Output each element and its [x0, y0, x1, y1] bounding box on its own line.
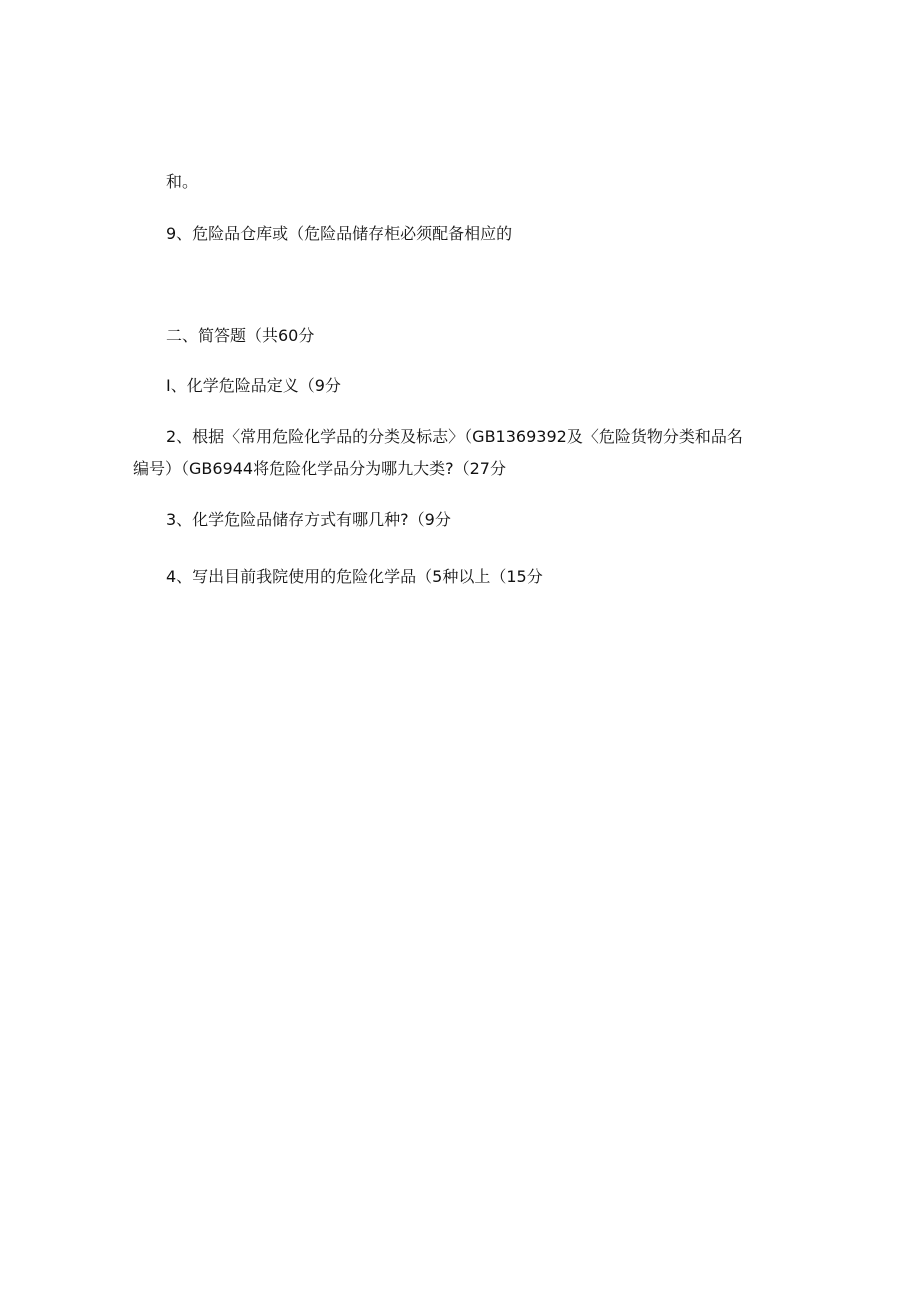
short-answer-question-2-line-2: 编号）（GB6944将危险化学品分为哪九大类?（27分 [133, 459, 506, 478]
short-answer-question-3: 3、化学危险品储存方式有哪几种?（9分 [166, 510, 451, 529]
text-line-continuation: 和。 [166, 172, 199, 191]
short-answer-question-1: I、化学危险品定义（9分 [166, 376, 341, 395]
short-answer-question-4: 4、写出目前我院使用的危险化学品（5种以上（15分 [166, 567, 543, 586]
section-heading-short-answer: 二、简答题（共60分 [166, 326, 315, 345]
short-answer-question-2-line-1: 2、根据〈常用危险化学品的分类及标志〉（GB1369392及〈危险货物分类和品名 [166, 427, 743, 446]
question-9-text: 9、危险品仓库或（危险品储存柜必须配备相应的 [166, 224, 513, 243]
